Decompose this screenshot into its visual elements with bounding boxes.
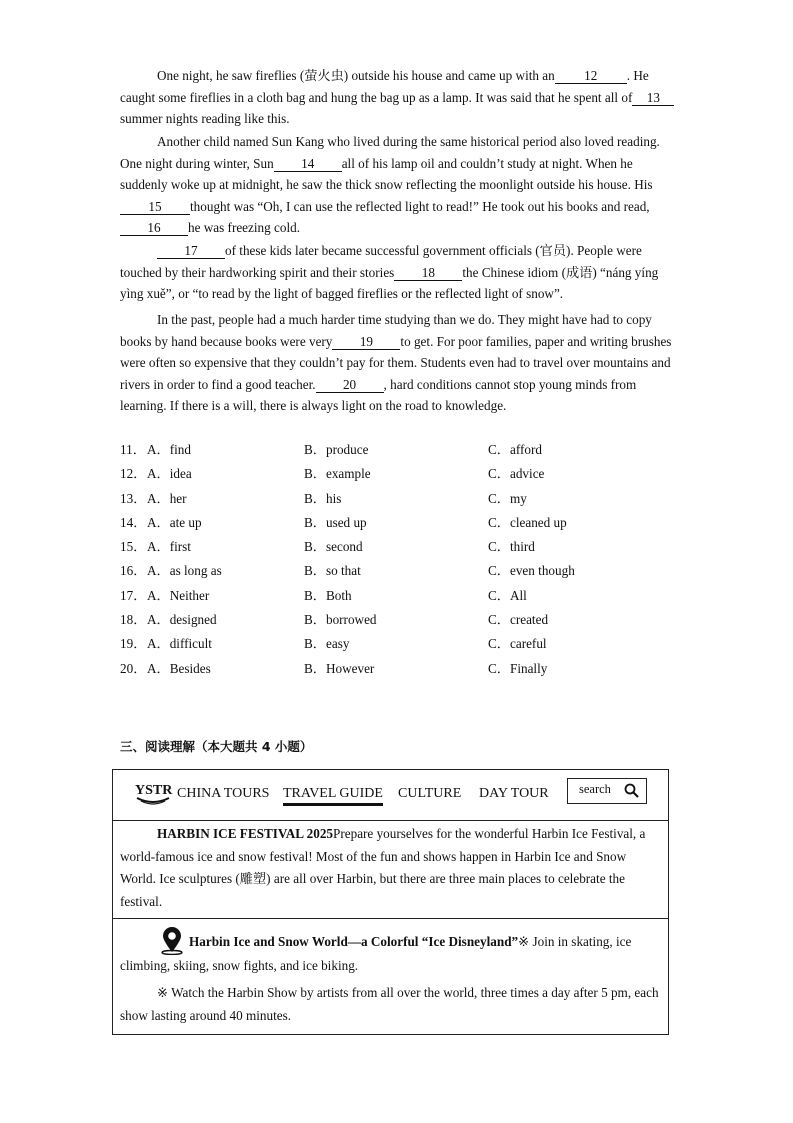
option-row-17 — [120, 584, 680, 608]
passage-paragraph-1 — [120, 65, 675, 130]
answer-blank-12: 12 — [555, 68, 627, 84]
option-b: B．produce — [304, 442, 369, 457]
answer-blank-14: 14 — [274, 156, 342, 172]
passage-text: the Chinese idiom (成语) “náng yíng yìng xuě”, or “to read by the light of bagged fireflies or the reflected light of snow”. — [120, 264, 659, 302]
option-c: C．All — [488, 587, 527, 603]
ystr-logo — [133, 780, 173, 808]
festival-intro — [120, 823, 660, 913]
option-a: A．difficult — [147, 636, 212, 652]
option-row-20 — [120, 657, 680, 681]
option-b: B．used up — [304, 514, 367, 530]
travel-webpage-box — [112, 769, 669, 1035]
passage-text: to get. For poor families, paper and writing brushes were often so expensive that they couldn’t pay for them. Students even had to travel over mountains and rivers in order to find a good teacher. — [120, 333, 672, 392]
answer-blank-15: 15 — [120, 199, 190, 215]
option-row-11 — [120, 438, 680, 462]
question-number: 11． — [120, 442, 146, 457]
question-number: 17． — [120, 587, 147, 603]
option-a: A．first — [147, 539, 191, 555]
option-b: B．example — [304, 466, 371, 482]
option-a: A．ate up — [147, 514, 202, 530]
passage-paragraph-4 — [120, 309, 675, 417]
passage-text: , hard conditions cannot stop young minds from learning. If there is a will, there is always light on the road to knowledge. — [120, 376, 637, 414]
festival-intro-text: Prepare yourselves for the wonderful Harbin Ice Festival, a world-famous ice and snow festival! Most of the fun and shows happen in Harbin Ice and Snow World. Ice sculptures (雕塑) are all over Harbin, but there are three main places to celebrate the festival. — [120, 826, 646, 909]
question-number: 12． — [120, 466, 147, 482]
option-a: A．designed — [147, 612, 217, 628]
place-1-item-2: ※ Watch the Harbin Show by artists from all over the world, three times a day after 5 pm, each show lasting around 40 minutes. — [120, 985, 659, 1023]
question-number: 14． — [120, 514, 147, 530]
answer-blank-19: 19 — [332, 334, 400, 350]
option-c: C．afford — [488, 442, 542, 457]
passage-text: summer nights reading like this. — [120, 111, 290, 127]
option-a: A．idea — [147, 466, 192, 482]
option-a: A．her — [147, 490, 187, 506]
question-number: 19． — [120, 636, 147, 652]
nav-day-tour[interactable]: DAY TOUR — [479, 786, 549, 801]
option-b: B．second — [304, 539, 363, 555]
answer-blank-20: 20 — [316, 377, 384, 393]
search-icon[interactable] — [623, 782, 641, 800]
place-1-heading: Harbin Ice and Snow World—a Colorful “Ice Disneyland” — [189, 934, 519, 949]
option-b: B．borrowed — [304, 612, 377, 628]
option-row-19 — [120, 632, 680, 656]
section-title: 三、阅读理解（本大题共 4 小题） — [120, 739, 313, 754]
question-number: 13． — [120, 490, 147, 506]
passage-text: In the past, people had a much harder time studying than we do. They might have had to copy books by hand because books were very — [120, 312, 652, 349]
passage-paragraph-3 — [120, 240, 675, 305]
passage-paragraph-2 — [120, 131, 675, 239]
location-pin-icon — [157, 925, 187, 955]
nav-travel-guide[interactable]: TRAVEL GUIDE — [283, 786, 383, 806]
passage-text: he was freezing cold. — [188, 220, 301, 236]
option-b: B．Both — [304, 587, 352, 603]
option-row-13 — [120, 487, 680, 511]
passage-text: thought was “Oh, I can use the reflected light to read!” He took out his books and read, — [190, 198, 650, 214]
option-a: A．find — [147, 442, 191, 457]
question-number: 20． — [120, 660, 147, 676]
answer-blank-18: 18 — [394, 265, 462, 281]
festival-heading: HARBIN ICE FESTIVAL 2025 — [157, 826, 334, 841]
place-1-item-1: ※ Join in skating, ice climbing, skiing, snow fights, and ice biking. — [120, 934, 632, 973]
option-c: C．Finally — [488, 660, 548, 676]
option-b: B．However — [304, 660, 375, 676]
option-c: C．cleaned up — [488, 514, 567, 530]
passage-text: of these kids later became successful government officials (官员). People were touched by their hardworking spirit and their stories — [120, 243, 642, 280]
option-row-15 — [120, 535, 680, 559]
option-c: C．my — [488, 490, 527, 506]
option-b: B．so that — [304, 563, 361, 579]
option-c: C．third — [488, 539, 535, 555]
place-1-section — [120, 925, 660, 978]
option-a: A．Neither — [147, 587, 210, 603]
option-c: C．even though — [488, 563, 575, 579]
option-row-12 — [120, 462, 680, 486]
search-box[interactable] — [567, 778, 647, 804]
option-b: B．his — [304, 490, 342, 506]
answer-blank-13: 13 — [632, 90, 674, 106]
option-b: B．easy — [304, 636, 350, 652]
question-number: 15． — [120, 539, 147, 555]
option-row-18 — [120, 608, 680, 632]
option-c: C．advice — [488, 466, 545, 482]
option-row-16 — [120, 559, 680, 583]
logo-text: YSTR — [135, 783, 173, 798]
passage-text: . He caught some fireflies in a cloth bag and hung the bag up as a lamp. It was said that he spent all of — [120, 68, 649, 105]
question-number: 16． — [120, 563, 147, 579]
option-row-14 — [120, 511, 680, 535]
webpage-nav-bar — [113, 770, 668, 821]
option-c: C．created — [488, 612, 549, 628]
answer-blank-17: 17 — [157, 243, 225, 259]
option-a: A．Besides — [147, 660, 211, 676]
nav-culture[interactable]: CULTURE — [398, 786, 462, 801]
option-c: C．careful — [488, 636, 547, 652]
options-list — [120, 438, 680, 681]
passage-text: all of his lamp oil and couldn’t study at night. When he suddenly woke up at midnight, he saw the thick snow reflecting the moonlight outside his house. His — [120, 155, 653, 193]
passage-text: Another child named Sun Kang who lived during the same historical period also loved reading. One night during winter, Sun — [120, 134, 660, 171]
option-a: A．as long as — [147, 563, 222, 579]
passage-text: One night, he saw fireflies (萤火虫) outside his house and came up with an — [157, 68, 555, 83]
festival-intro-section — [113, 820, 668, 919]
nav-china-tours[interactable]: CHINA TOURS — [177, 786, 270, 801]
search-label: search — [579, 782, 611, 796]
question-number: 18． — [120, 612, 147, 628]
answer-blank-16: 16 — [120, 220, 188, 236]
